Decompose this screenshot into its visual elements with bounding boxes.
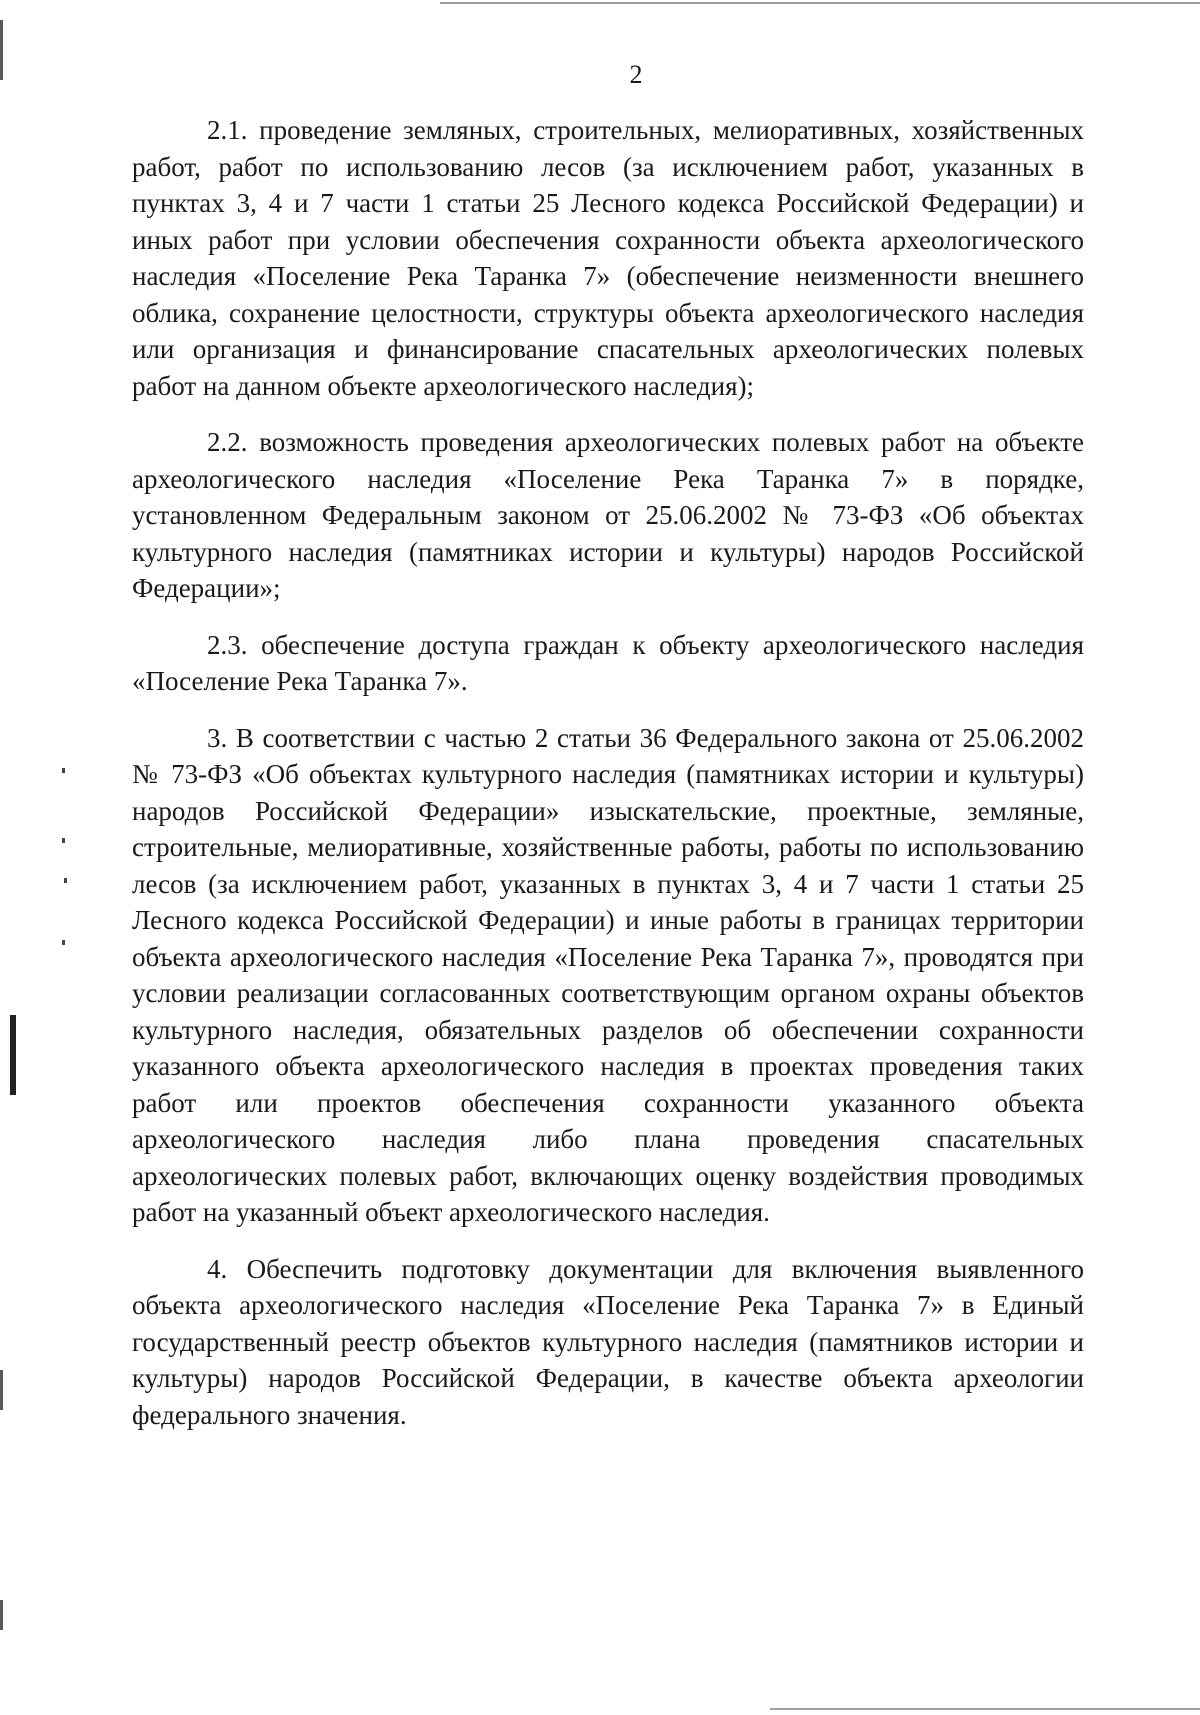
paragraph-2-3: 2.3. обеспечение доступа граждан к объекту археологического наследия «Поселение Река Таранка 7». <box>132 629 1084 696</box>
scan-artifact-bottom-line <box>770 1708 1200 1710</box>
scan-speck <box>62 768 65 773</box>
paragraph-2-1: 2.1. проведение земляных, строительных, мелиоративных, хозяйственных работ, работ по использованию лесов (за исключением работ, указанных в пунктах 3, 4 и 7 части 1 статьи 25 Лесного кодекса Российской Федерации) и иных работ при условии обеспечения сохранности объекта археологического наследия «Поселение Река Таранка 7» (обеспечение неизменности внешнего облика, сохранение целостности, структуры объекта археологического наследия или организация и финансирование спасательных археологических полевых работ на данном объекте археологического наследия); <box>132 115 1084 401</box>
scan-binding-mark <box>10 1015 16 1095</box>
scan-speck <box>62 940 65 945</box>
scan-edge-mark <box>0 1600 3 1630</box>
page-number: 2 <box>629 60 643 89</box>
scan-edge-mark <box>0 1370 3 1410</box>
scan-speck <box>62 838 65 843</box>
paragraph-4: 4. Обеспечить подготовку документации для включения выявленного объекта археологического наследия «Поселение Река Таранка 7» в Единый государственный реестр объектов культурного наследия (памятников истории и культуры) народов Российской Федерации, в качестве объекта археологии федерального значения. <box>132 1253 1084 1430</box>
document-body <box>132 112 1084 1453</box>
paragraph-2-2: 2.2. возможность проведения археологических полевых работ на объекте археологического наследия «Поселение Река Таранка 7» в порядке, установленном Федеральным законом от 25.06.2002 № 73-ФЗ «Об объектах культурного наследия (памятниках истории и культуры) народов Российской Федерации»; <box>132 427 1084 603</box>
scan-edge-mark <box>0 20 3 80</box>
scan-speck <box>64 878 67 883</box>
scan-artifact-top-line <box>440 2 1200 4</box>
paragraph-3: 3. В соответствии с частью 2 статьи 36 Федерального закона от 25.06.2002 № 73-ФЗ «Об объектах культурного наследия (памятниках истории и культуры) народов Российской Федерации» изыскательские, проектные, земляные, строительные, мелиоративные, хозяйственные работы, работы по использованию лесов (за исключением работ, указанных в пунктах 3, 4 и 7 части 1 статьи 25 Лесного кодекса Российской Федерации) и иные работы в границах территории объекта археологического наследия «Поселение Река Таранка 7», проводятся при условии реализации согласованных соответствующим органом охраны объектов культурного наследия, обязательных разделов об обеспечении сохранности указанного объекта археологического наследия в проектах проведения таких работ или проектов обеспечения сохранности указанного объекта археологического наследия либо плана проведения спасательных археологических полевых работ, включающих оценку воздействия проводимых работ на указанный объект археологического наследия. <box>132 722 1084 1227</box>
